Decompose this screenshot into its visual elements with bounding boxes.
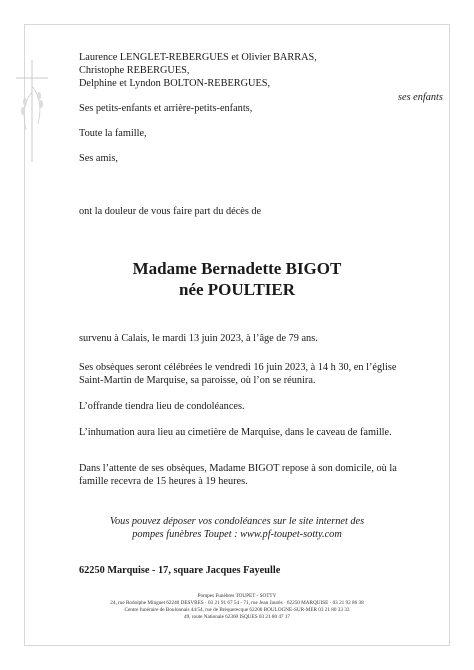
- home-address: 62250 Marquise - 17, square Jacques Fayeulle: [79, 565, 281, 576]
- cross-with-wheat-icon: [10, 56, 54, 166]
- friends-line: Ses amis,: [79, 153, 118, 164]
- footer-address-line-1: 24, rue Rodolphe Minguet 62240 DESVRES · 03 21 91 67 54 - 71, rue Jean Jaurès · 62250 MARQUISE · 03 21 92 86 38: [110, 600, 364, 606]
- visitation-line-2: famille recevra de 15 heures à 19 heures.: [79, 476, 248, 487]
- funeral-details-line-1: Ses obsèques seront célébrées le vendredi 16 juin 2023, à 14 h 30, en l’église: [79, 362, 397, 373]
- relation-label: ses enfants: [398, 92, 443, 103]
- funeral-details-line-2: Saint-Martin de Marquise, sa paroisse, où l’on se réunira.: [79, 375, 316, 386]
- footer-address-line-2: Centre funéraire de Boulonnais 44/54, rue de Brèquerecque 62200 BOULOGNE-SUR-MER 03 21 80 33 33: [124, 607, 350, 613]
- burial-line: L’inhumation aura lieu au cimetière de Marquise, dans le caveau de famille.: [79, 427, 392, 438]
- offering-line: L’offrande tiendra lieu de condoléances.: [79, 401, 245, 412]
- deceased-maiden-name: née POULTIER: [178, 280, 296, 299]
- death-details: survenu à Calais, le mardi 13 juin 2023, à l’âge de 79 ans.: [79, 333, 318, 344]
- deceased-name: Madame Bernadette BIGOT: [132, 259, 342, 278]
- condolences-line-1: Vous pouvez déposer vos condoléances sur le site internet des: [109, 516, 365, 527]
- visitation-line-1: Dans l’attente de ses obsèques, Madame BIGOT repose à son domicile, où la: [79, 463, 397, 474]
- family-line-1: Laurence LENGLET-REBERGUES et Olivier BARRAS,: [79, 52, 317, 63]
- condolences-line-2: pompes funèbres Toupet : www.pf-toupet-sotty.com: [132, 529, 342, 540]
- family-line: Toute la famille,: [79, 128, 147, 139]
- family-line-3: Delphine et Lyndon BOLTON-REBERGUES,: [79, 78, 271, 89]
- announcement-line: ont la douleur de vous faire part du décès de: [79, 206, 262, 217]
- footer-address-line-3: 49, route Nationale 62360 ISQUES 03 21 80 47 17: [183, 614, 291, 620]
- grandchildren-line: Ses petits-enfants et arrière-petits-enfants,: [79, 103, 253, 114]
- footer-company-name: Pompes Funèbres TOUPET - SOTTY: [197, 593, 277, 599]
- family-line-2: Christophe REBERGUES,: [79, 65, 190, 76]
